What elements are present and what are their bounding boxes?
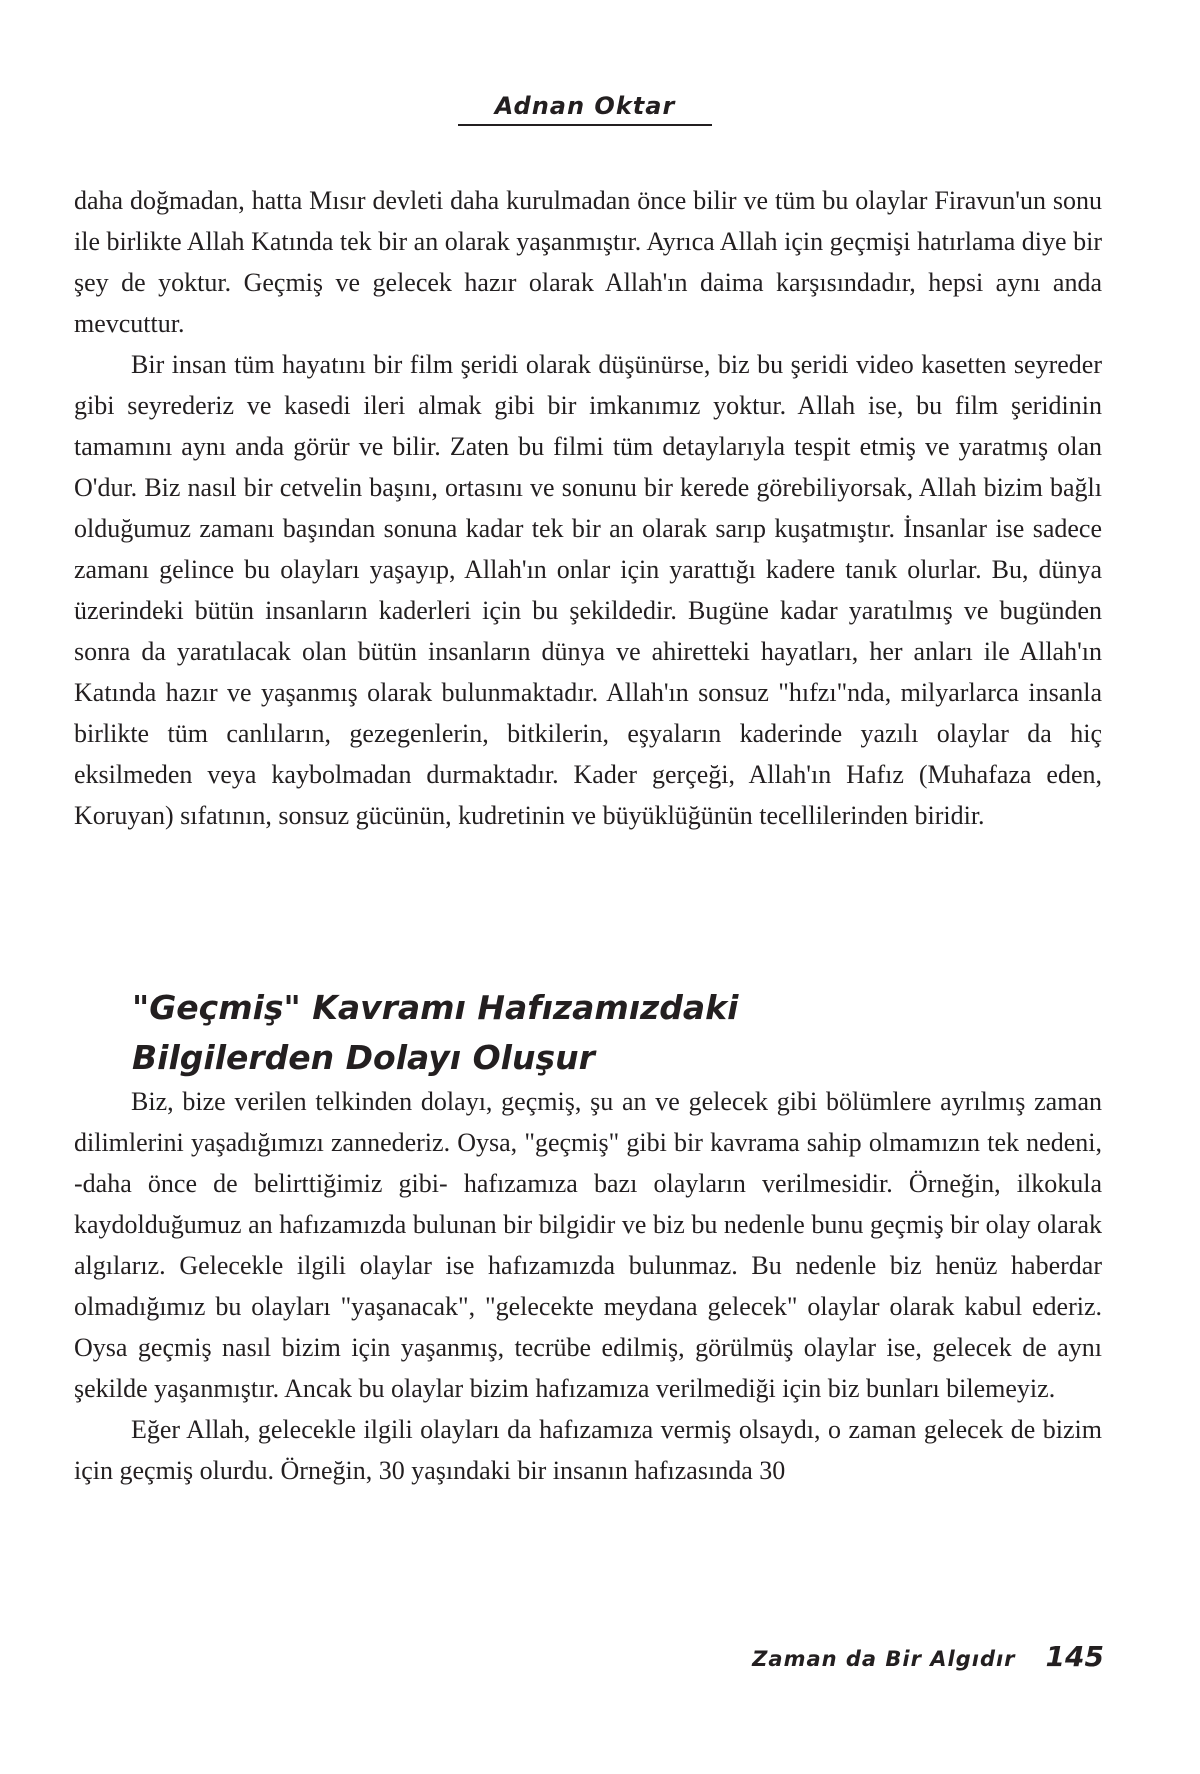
text-block-before-heading [74, 180, 1102, 836]
section-heading-line-2: Bilgilerden Dolayı Oluşur [132, 1038, 595, 1077]
section-heading-line-1: "Geçmiş" Kavramı Hafızamızdaki [132, 988, 739, 1027]
page-footer [752, 1640, 1104, 1673]
running-head-author: Adnan Oktar [458, 92, 712, 126]
footer-book-title: Zaman da Bir Algıdır [752, 1647, 1016, 1671]
page-number: 145 [1045, 1640, 1104, 1673]
text-block-after-heading [74, 1081, 1102, 1491]
paragraph: Biz, bize verilen telkinden dolayı, geçmiş, şu an ve gelecek gibi bölümlere ayrılmış zaman dilimlerini yaşadığımızı zannederiz. Oysa, "geçmiş" gibi bir kavrama sahip olmamızın tek nedeni, -daha önce de belirttiğimiz gibi- hafızamıza bazı olayların verilmesidir. Örneğin, ilkokula kaydolduğumuz an hafızamızda bulunan bir bilgidir ve biz bu nedenle bunu geçmiş bir olay olarak algılarız. Gelecekle ilgili olaylar ise hafızamızda bulunmaz. Bu nedenle biz henüz haberdar olmadığımız bu olayları "yaşanacak", "gelecekte meydana gelecek" olaylar olarak kabul ederiz. Oysa geçmiş nasıl bizim için yaşanmış, tecrübe edilmiş, görülmüş olaylar ise, gelecek de aynı şekilde yaşanmıştır. Ancak bu olaylar bizim hafızamıza verilmediği için biz bunları bilemeyiz. [74, 1087, 1102, 1403]
paragraph-continues: Eğer Allah, gelecekle ilgili olayları da hafızamıza vermiş olsaydı, o zaman gelecek de bizim için geçmiş olurdu. Örneğin, 30 yaşındaki bir insanın hafızasında 30 [74, 1415, 1102, 1485]
section-heading [132, 983, 1032, 1083]
paragraph: Bir insan tüm hayatını bir film şeridi olarak düşünürse, biz bu şeridi video kasetten seyreder gibi seyrederiz ve kasedi ileri almak gibi bir imkanımız yoktur. Allah ise, bu film şeridinin tamamını aynı anda görür ve bilir. Zaten bu filmi tüm detaylarıyla tespit etmiş ve yaratmış olan O'dur. Biz nasıl bir cetvelin başını, ortasını ve sonunu bir kerede görebiliyorsak, Allah bizim bağlı olduğumuz zamanı başından sonuna kadar tek bir an olarak sarıp kuşatmıştır. İnsanlar ise sadece zamanı gelince bu olayları yaşayıp, Allah'ın onlar için yarattığı kadere tanık olurlar. Bu, dünya üzerindeki bütün insanların kaderleri için bu şekildedir. Bugüne kadar yaratılmış ve bugünden sonra da yaratılacak olan bütün insanların dünya ve ahiretteki hayatları, her anları ile Allah'ın Katında hazır ve yaşanmış olarak bulunmaktadır. Allah'ın sonsuz "hıfzı"nda, milyarlarca insanla birlikte tüm canlıların, gezegenlerin, bitkilerin, eşyaların kaderinde yazılı olaylar da hiç eksilmeden veya kaybolmadan durmaktadır. Kader gerçeği, Allah'ın Hafız (Muhafaza eden, Koruyan) sıfatının, sonsuz gücünün, kudretinin ve büyüklüğünün tecellilerinden biridir. [74, 350, 1102, 830]
paragraph-continued: daha doğmadan, hatta Mısır devleti daha kurulmadan önce bilir ve tüm bu olaylar Firavun'un sonu ile birlikte Allah Katında tek bir an olarak yaşanmıştır. Ayrıca Allah için geçmişi hatırlama diye bir şey de yoktur. Geçmiş ve gelecek hazır olarak Allah'ın daima karşısındadır, hepsi aynı anda mevcuttur. [74, 186, 1102, 338]
